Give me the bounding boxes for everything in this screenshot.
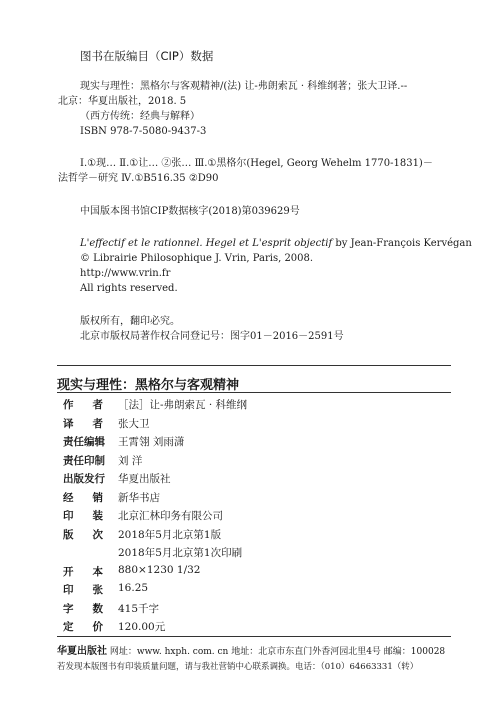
detail-value: 刘 洋 bbox=[118, 455, 143, 467]
detail-label-char: 责 bbox=[63, 436, 74, 448]
detail-label bbox=[63, 508, 103, 523]
detail-label-char: 数 bbox=[92, 603, 103, 615]
detail-label-char: 发 bbox=[84, 473, 95, 485]
divider-bottom bbox=[57, 636, 451, 637]
detail-label-char: 者 bbox=[92, 418, 103, 430]
footer-quality-notice: 若发现本版图书有印装质量问题，请与我社营销中心联系调换。电话：（010）64663331（转） bbox=[57, 662, 419, 672]
detail-label bbox=[63, 582, 103, 597]
cip-line-2: 北京：华夏出版社，2018. 5 bbox=[58, 96, 187, 107]
copyright-notice: 版权所有，翻印必究。 bbox=[80, 316, 180, 327]
original-title-line bbox=[80, 237, 472, 250]
detail-label-char: 印 bbox=[84, 455, 95, 467]
detail-value: 王霄翎 刘雨潇 bbox=[118, 436, 185, 448]
detail-label bbox=[63, 471, 103, 486]
detail-label-char: 制 bbox=[94, 455, 105, 467]
detail-value: 120.00元 bbox=[118, 621, 166, 633]
detail-label bbox=[63, 434, 103, 449]
book-title: 现实与理性：黑格尔与客观精神 bbox=[57, 378, 240, 393]
detail-label-char: 印 bbox=[63, 584, 74, 596]
detail-label-char: 字 bbox=[63, 603, 74, 615]
divider-title bbox=[57, 392, 451, 393]
detail-label-char: 者 bbox=[92, 399, 103, 411]
detail-label-char: 印 bbox=[63, 510, 74, 522]
rights-reserved: All rights reserved. bbox=[80, 283, 178, 294]
detail-value: 2018年5月北京第1次印刷 bbox=[118, 547, 243, 559]
detail-label-char: 装 bbox=[92, 510, 103, 522]
detail-value: 华夏出版社 bbox=[118, 473, 171, 485]
cip-record-number: 中国版本图书馆CIP数据核字(2018)第039629号 bbox=[80, 206, 300, 217]
detail-value: ［法］让-弗朗索瓦 · 科维纲 bbox=[118, 399, 248, 411]
detail-label-char: 任 bbox=[73, 455, 84, 467]
cip-line-1: 现实与理性：黑格尔与客观精神/(法) 让-弗朗索瓦 · 科维纲著；张大卫译.-- bbox=[80, 81, 408, 92]
cip-title: 图书在版编目（CIP）数据 bbox=[80, 49, 214, 63]
original-title: L'effectif et le rationnel. Hegel et L'esprit objectif bbox=[80, 238, 333, 249]
cip-series: （西方传统：经典与解释） bbox=[80, 111, 200, 122]
detail-value: 新华书店 bbox=[118, 492, 160, 504]
detail-value: 415千字 bbox=[118, 603, 160, 615]
detail-label bbox=[63, 619, 103, 634]
detail-label-char: 价 bbox=[92, 621, 103, 633]
detail-label-char: 版 bbox=[73, 473, 84, 485]
detail-label-char: 版 bbox=[63, 529, 74, 541]
copyright-registration: 北京市版权局著作权合同登记号：图字01－2016－2591号 bbox=[80, 331, 344, 342]
footer-publisher: 华夏出版社 bbox=[57, 646, 107, 657]
detail-label-char: 张 bbox=[92, 584, 103, 596]
detail-label bbox=[63, 490, 103, 505]
detail-value: 2018年5月北京第1版 bbox=[118, 529, 222, 541]
publisher-url: http://www.vrin.fr bbox=[80, 268, 171, 279]
cip-classification-2: 法哲学－研究 Ⅳ.①B516.35 ②D90 bbox=[58, 173, 219, 184]
footer-address: 网址：www. hxph. com. cn 地址：北京市东直门外香河园北里4号 邮编：100028 bbox=[109, 647, 446, 657]
cip-isbn: ISBN 978-7-5080-9437-3 bbox=[80, 126, 207, 137]
detail-value: 张大卫 bbox=[118, 418, 150, 430]
detail-label bbox=[63, 601, 103, 616]
cip-classification-1: Ⅰ.①现… Ⅱ.①让… ②张… Ⅲ.①黑格尔(Hegel, Georg Wehelm 1770-1831)－ bbox=[80, 158, 433, 169]
detail-value: 880×1230 1/32 bbox=[118, 564, 201, 576]
detail-label bbox=[63, 564, 103, 579]
detail-label bbox=[63, 527, 103, 542]
detail-value: 北京汇林印务有限公司 bbox=[118, 510, 223, 522]
detail-label-char: 本 bbox=[92, 566, 103, 578]
original-author: by Jean-François Kervégan bbox=[332, 238, 472, 249]
detail-label-char: 任 bbox=[73, 436, 84, 448]
detail-label-char: 次 bbox=[92, 529, 103, 541]
detail-label-char: 经 bbox=[63, 492, 74, 504]
footer-line bbox=[57, 642, 445, 657]
detail-label bbox=[63, 453, 103, 468]
detail-label-char: 作 bbox=[63, 399, 74, 411]
detail-label-char: 行 bbox=[94, 473, 105, 485]
detail-label bbox=[63, 397, 103, 412]
detail-label-char: 销 bbox=[92, 492, 103, 504]
detail-value: 16.25 bbox=[118, 582, 149, 594]
detail-label-char: 定 bbox=[63, 621, 74, 633]
detail-label-char: 译 bbox=[63, 418, 74, 430]
detail-label-char: 编 bbox=[84, 436, 95, 448]
detail-label-char: 出 bbox=[63, 473, 74, 485]
detail-label bbox=[63, 416, 103, 431]
divider-top bbox=[57, 365, 451, 366]
detail-label-char: 责 bbox=[63, 455, 74, 467]
detail-label-char: 开 bbox=[63, 566, 74, 578]
detail-label-char: 辑 bbox=[94, 436, 105, 448]
original-copyright: © Librairie Philosophique J. Vrin, Paris, 2008. bbox=[80, 253, 314, 264]
